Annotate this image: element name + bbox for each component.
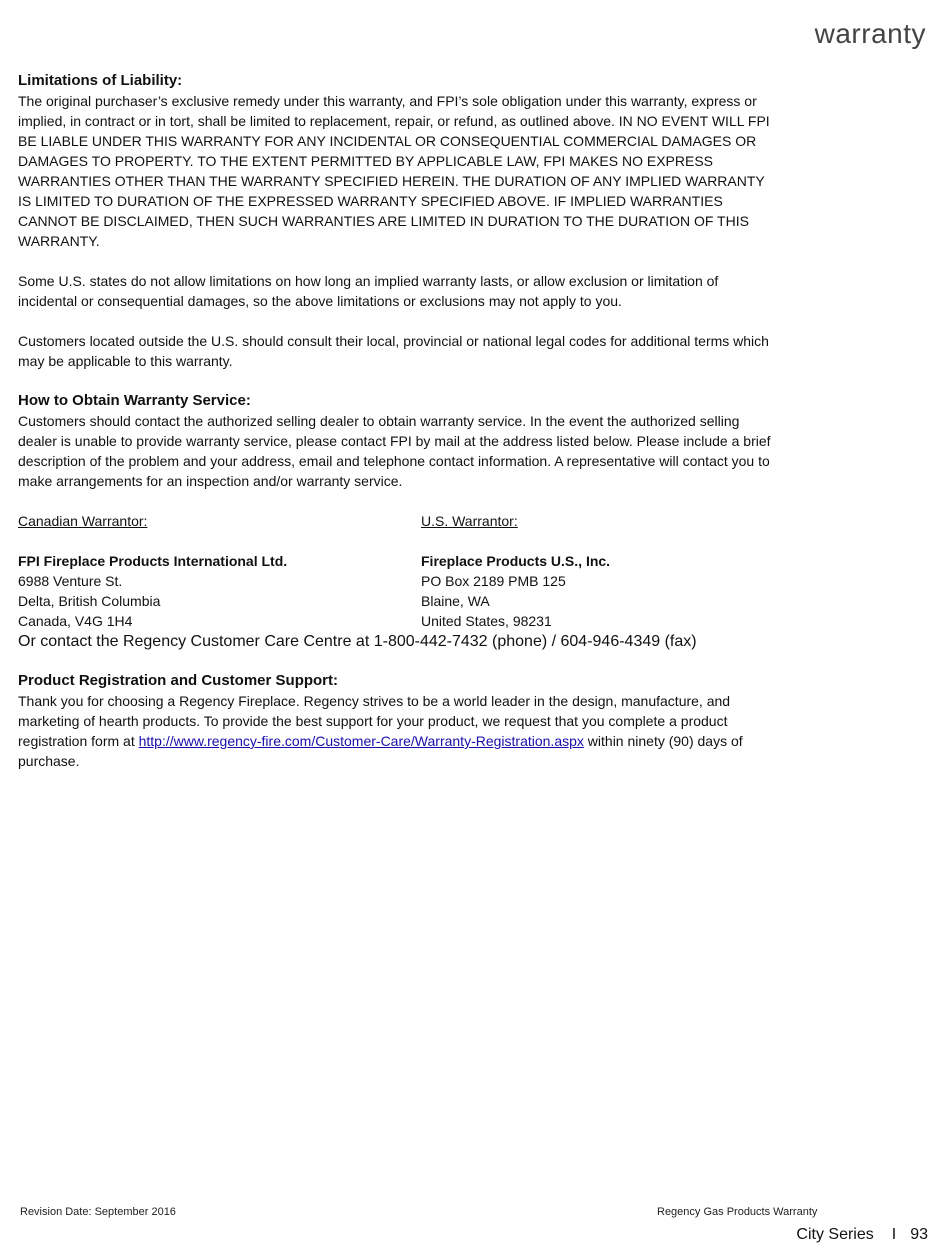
canadian-country: Canada, V4G 1H4 — [18, 613, 133, 629]
series-name: City Series — [796, 1226, 874, 1243]
canadian-warrantor-label: Canadian Warrantor: — [18, 513, 148, 529]
canadian-street: 6988 Venture St. — [18, 573, 123, 589]
page-number: 93 — [910, 1226, 928, 1243]
us-warrantor-label: U.S. Warrantor: — [421, 513, 518, 529]
us-country: United States, 98231 — [421, 613, 552, 629]
limitations-paragraph-3: Customers located outside the U.S. should consult their local, provincial or national legal codes for additional terms which may be applicable to this warranty. — [18, 333, 769, 369]
registration-heading: Product Registration and Customer Support: — [18, 672, 339, 689]
us-company: Fireplace Products U.S., Inc. — [421, 553, 611, 569]
document-body — [18, 71, 778, 771]
registration-link[interactable]: http://www.regency-fire.com/Customer-Care/Warranty-Registration.aspx — [138, 733, 584, 749]
registration-text-before: Thank you for choosing a Regency Fireplace. Regency strives to be a world leader in the design, manufacture, and marketing of hearth products. To provide the best support for your product, we request that you complete a product registration form at — [18, 693, 731, 749]
service-heading: How to Obtain Warranty Service: — [18, 392, 251, 409]
canadian-company: FPI Fireplace Products International Ltd. — [18, 553, 288, 569]
canadian-city: Delta, British Columbia — [18, 593, 161, 609]
document-title: Regency Gas Products Warranty — [657, 1206, 818, 1218]
limitations-paragraph-2: Some U.S. states do not allow limitations on how long an implied warranty lasts, or allow exclusion or limitation of incidental or consequential damages, so the above limitations or exclusions may not apply to you. — [18, 273, 719, 309]
customer-care-contact: Or contact the Regency Customer Care Centre at 1-800-442-7432 (phone) / 604-946-4349 (fax) — [18, 633, 697, 650]
footer-separator: I — [891, 1226, 897, 1243]
page-footer — [796, 1226, 928, 1244]
section-title: warranty — [814, 18, 926, 49]
revision-date: Revision Date: September 2016 — [20, 1206, 176, 1218]
us-city: Blaine, WA — [421, 593, 490, 609]
canadian-warrantor — [18, 511, 421, 631]
us-warrantor — [421, 511, 778, 631]
limitations-paragraph-1: The original purchaser’s exclusive remedy under this warranty, and FPI’s sole obligation under this warranty, express or implied, in contract or in tort, shall be limited to replacement, repair, or refund, as outlined above. IN NO EVENT WILL FPI BE LIABLE UNDER THIS WARRANTY FOR ANY INCIDENTAL OR CONSEQUENTIAL COMMERCIAL DAMAGES OR DAMAGES TO PROPERTY. TO THE EXTENT PERMITTED BY APPLICABLE LAW, FPI MAKES NO EXPRESS WARRANTIES OTHER THAN THE WARRANTY SPECIFIED HEREIN. THE DURATION OF ANY IMPLIED WARRANTY IS LIMITED TO DURATION OF THE EXPRESSED WARRANTY SPECIFIED ABOVE. IF IMPLIED WARRANTIES CANNOT BE DISCLAIMED, THEN SUCH WARRANTIES ARE LIMITED IN DURATION TO THE DURATION OF THIS WARRANTY. — [18, 93, 770, 249]
service-paragraph: Customers should contact the authorized selling dealer to obtain warranty service. In the event the authorized selling dealer is unable to provide warranty service, please contact FPI by mail at the address listed below. Please include a brief description of the problem and your address, email and telephone contact information. A representative will contact you to make arrangements for an inspection and/or warranty service. — [18, 413, 771, 489]
registration-paragraph — [18, 691, 778, 771]
us-street: PO Box 2189 PMB 125 — [421, 573, 566, 589]
limitations-heading: Limitations of Liability: — [18, 72, 183, 89]
registration-text-after: within ninety (90) days of purchase. — [18, 733, 743, 769]
warrantor-columns — [18, 511, 778, 631]
